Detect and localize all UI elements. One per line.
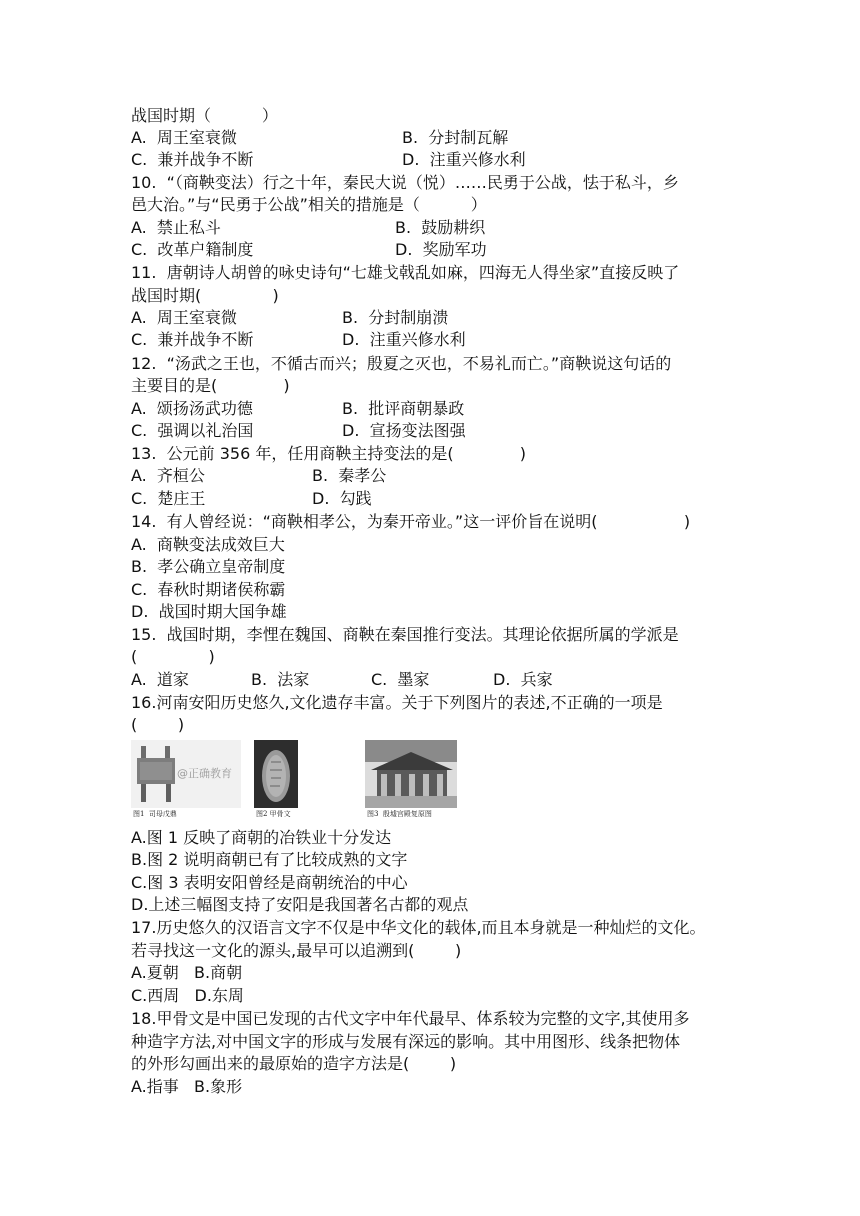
- q10-option-c: C. 改革户籍制度: [131, 240, 254, 259]
- q17-stem-line-2: 若寻找这一文化的源头,最早可以追溯到( ): [131, 941, 462, 960]
- q15-stem-line-2: ( ): [131, 647, 215, 666]
- q18-stem-line-3: 的外形勾画出来的最原始的造字方法是( ): [131, 1054, 457, 1073]
- q11-option-c: C. 兼并战争不断: [131, 330, 254, 349]
- q16-stem-line-2: ( ): [131, 715, 185, 734]
- q14-option-a: A. 商鞅变法成效巨大: [131, 535, 285, 554]
- q12-stem-line-2: 主要目的是( ): [131, 376, 290, 395]
- palace-image: [365, 740, 457, 808]
- q15-option-b: B. 法家: [251, 670, 310, 689]
- q10-option-b: B. 鼓励耕织: [395, 218, 486, 237]
- q16-option-d: D.上述三幅图支持了安阳是我国著名古都的观点: [131, 895, 469, 914]
- q9-stem-end: 战国时期（ ）: [131, 106, 278, 125]
- figure-1: [131, 740, 241, 822]
- q12-stem-line-1: 12. “汤武之王也，不循古而兴；殷夏之灭也，不易礼而亡。”商鞅说这句话的: [131, 354, 672, 373]
- q16-stem-line-1: 16.河南安阳历史悠久,文化遗存丰富。关于下列图片的表述,不正确的一项是: [131, 693, 663, 712]
- q15-option-d: D. 兵家: [493, 670, 553, 689]
- q17-options-row-1: A.夏朝 B.商朝: [131, 963, 243, 982]
- q18-stem-line-1: 18.甲骨文是中国已发现的古代文字中年代最早、体系较为完整的文字,其使用多: [131, 1009, 690, 1028]
- q17-stem-line-1: 17.历史悠久的汉语言文字不仅是中华文化的载体,而且本身就是一种灿烂的文化。: [131, 918, 706, 937]
- q17-options-row-2: C.西周 D.东周: [131, 986, 244, 1005]
- q10-stem-line-2: 邑大治。”与“民勇于公战”相关的措施是（ ）: [131, 195, 487, 214]
- oracle-bone-image: [254, 740, 298, 808]
- q14-option-d: D. 战国时期大国争雄: [131, 602, 287, 621]
- q16-figures: [131, 740, 471, 822]
- q14-stem: 14. 有人曾经说：“商鞅相孝公，为秦开帝业。”这一评价旨在说明( ): [131, 512, 691, 531]
- q12-option-d: D. 宣扬变法图强: [342, 421, 466, 440]
- figure-2: [254, 740, 314, 822]
- figure-1-caption: 图1 司母戊鼎: [133, 810, 177, 818]
- q9-option-c: C. 兼并战争不断: [131, 150, 254, 169]
- q11-option-d: D. 注重兴修水利: [342, 330, 466, 349]
- q13-option-c: C. 楚庄王: [131, 489, 206, 508]
- q11-stem-line-1: 11. 唐朝诗人胡曾的咏史诗句“七雄戈戟乱如麻，四海无人得坐家”直接反映了: [131, 263, 680, 282]
- q12-option-b: B. 批评商朝暴政: [342, 399, 465, 418]
- q11-option-b: B. 分封制崩溃: [342, 308, 449, 327]
- q16-option-c: C.图 3 表明安阳曾经是商朝统治的中心: [131, 873, 408, 892]
- q10-option-a: A. 禁止私斗: [131, 218, 221, 237]
- figure-2-caption: 图2 甲骨文: [256, 810, 291, 818]
- q10-option-d: D. 奖励军功: [395, 240, 487, 259]
- q10-stem-line-1: 10. “（商鞅变法）行之十年，秦民大说（悦）……民勇于公战，怯于私斗，乡: [131, 173, 679, 192]
- q13-option-d: D. 勾践: [312, 489, 372, 508]
- q13-option-a: A. 齐桓公: [131, 466, 205, 485]
- q13-option-b: B. 秦孝公: [312, 466, 387, 485]
- q12-option-c: C. 强调以礼治国: [131, 421, 254, 440]
- q12-option-a: A. 颂扬汤武功德: [131, 399, 253, 418]
- q18-stem-line-2: 种造字方法,对中国文字的形成与发展有深远的影响。其中用图形、线条把物体: [131, 1032, 681, 1051]
- q9-option-d: D. 注重兴修水利: [402, 150, 526, 169]
- q16-option-a: A.图 1 反映了商朝的冶铁业十分发达: [131, 828, 392, 847]
- q11-stem-line-2: 战国时期( ): [131, 286, 279, 305]
- q15-stem-line-1: 15. 战国时期，李悝在魏国、商鞅在秦国推行变法。其理论依据所属的学派是: [131, 625, 679, 644]
- q13-stem: 13. 公元前 356 年，任用商鞅主持变法的是( ): [131, 444, 526, 463]
- q16-option-b: B.图 2 说明商朝已有了比较成熟的文字: [131, 850, 408, 869]
- q14-option-b: B. 孝公确立皇帝制度: [131, 557, 286, 576]
- q18-options-row-1: A.指事 B.象形: [131, 1077, 243, 1096]
- q11-option-a: A. 周王室衰微: [131, 308, 237, 327]
- watermark: @正确教育: [177, 767, 232, 780]
- figure-3: [365, 740, 459, 822]
- q15-option-a: A. 道家: [131, 670, 189, 689]
- q15-option-c: C. 墨家: [371, 670, 430, 689]
- q14-option-c: C. 春秋时期诸侯称霸: [131, 580, 286, 599]
- figure-3-caption: 图3 殷墟宫殿复原图: [367, 810, 432, 818]
- q9-option-a: A. 周王室衰微: [131, 128, 237, 147]
- q9-option-b: B. 分封制瓦解: [402, 128, 509, 147]
